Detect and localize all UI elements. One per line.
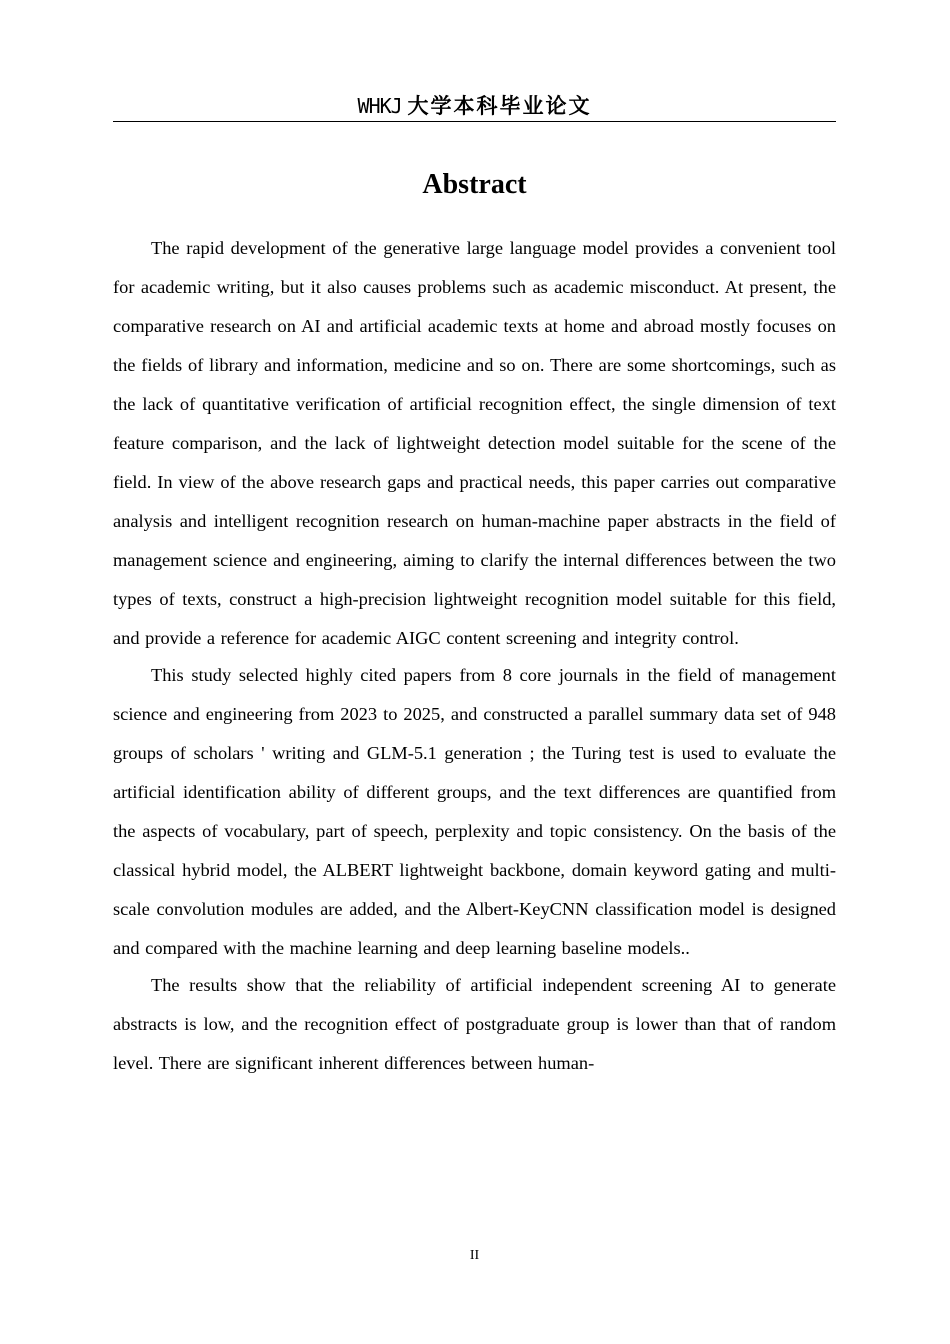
- page-number: II: [469, 1248, 480, 1263]
- running-header: [113, 92, 836, 120]
- abstract-body: [113, 229, 836, 1081]
- abstract-paragraph-2: This study selected highly cited papers from 8 core journals in the field of management science and engineering from 2023 to 2025, and constructed a parallel summary data set of 948 groups of scholars ' writing and GLM-5.1 generation ; the Turing test is used to evaluate the artificial identification ability of different groups, and the text differences are quantified from the aspects of vocabulary, part of speech, perplexity and topic consistency. On the basis of the classical hybrid model, the ALBERT lightweight backbone, domain keyword gating and multi-scale convolution modules are added, and the Albert-KeyCNN classification model is designed and compared with the machine learning and deep learning baseline models..: [113, 665, 836, 958]
- header-divider: [113, 121, 836, 122]
- header-cjk-text: 大学本科毕业论文: [407, 94, 592, 118]
- page-title: Abstract: [422, 169, 527, 200]
- abstract-paragraph-1: The rapid development of the generative large language model provides a convenient tool for academic writing, but it also causes problems such as academic misconduct. At present, the comparative research on AI and artificial academic texts at home and abroad mostly focuses on the fields of library and information, medicine and so on. There are some shortcomings, such as the lack of quantitative verification of artificial recognition effect, the single dimension of text feature comparison, and the lack of lightweight detection model suitable for the scene of the field. In view of the above research gaps and practical needs, this paper carries out comparative analysis and intelligent recognition research on human-machine paper abstracts in the field of management science and engineering, aiming to clarify the internal differences between the two types of texts, construct a high-precision lightweight recognition model suitable for this field, and provide a reference for academic AIGC content screening and integrity control.: [113, 238, 836, 648]
- abstract-paragraph-3: The results show that the reliability of artificial independent screening AI to generate abstracts is low, and the recognition effect of postgraduate group is lower than that of random level. There are significant inherent differences between human-: [113, 975, 836, 1073]
- header-latin-text: WHKJ: [357, 94, 402, 118]
